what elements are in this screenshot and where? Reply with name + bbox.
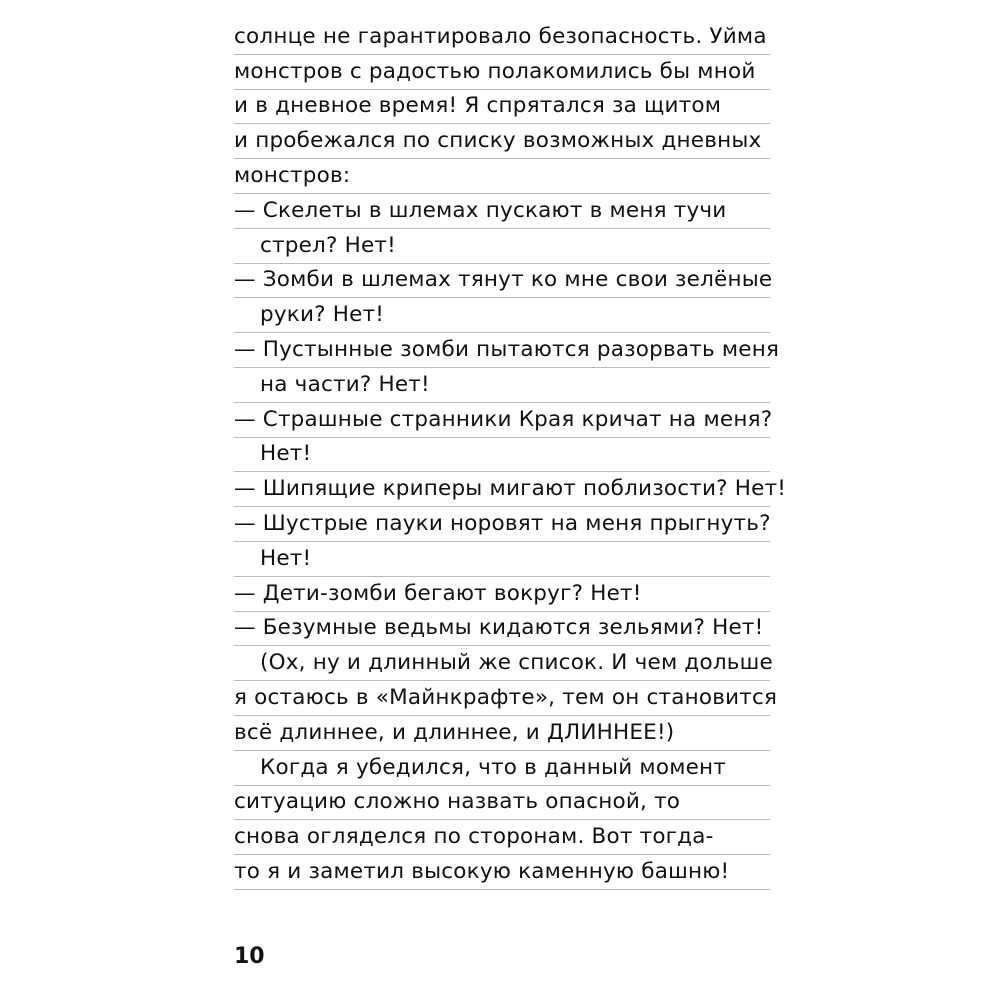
text-line-content: ситуацию сложно назвать опасной, то [234,789,681,815]
text-line [234,751,770,786]
text-line [234,507,770,542]
text-line-content: Нет! [260,545,312,571]
text-line-content: то я и заметил высокую каменную башню! [234,858,730,884]
text-line-content: снова огляделся по сторонам. Вот тогда- [234,824,714,850]
text-line-content: — Страшные странники Края кричат на меня? [234,406,773,432]
text-line [234,194,770,229]
text-line-content: монстров: [234,162,351,188]
text-line-content: монстров с радостью полакомились бы мной [234,58,756,84]
text-line-content: Нет! [260,441,312,467]
text-line [234,20,770,55]
text-line [234,681,778,716]
text-line [234,159,770,194]
text-line-content: Когда я убедился, что в данный момент [260,754,727,780]
page-number: 10 [234,944,265,969]
text-line [234,264,773,299]
text-line [234,229,770,264]
text-line [234,820,770,855]
text-line-content: солнце не гарантировало безопасность. Уйма [234,23,767,49]
text-line-content: (Ох, ну и длинный же список. И чем дольше [260,650,773,676]
text-line [234,716,770,751]
text-line [234,55,770,90]
text-line [234,472,787,507]
text-line-content: стрел? Нет! [260,232,396,258]
text-line-content: — Шустрые пауки норовят на меня прыгнуть? [234,510,771,536]
text-line [234,333,780,368]
text-line-content: на части? Нет! [260,371,430,397]
text-line [234,646,773,681]
text-line [234,368,770,403]
text-line-content: — Дети-зомби бегают вокруг? Нет! [234,580,642,606]
text-line-content: я остаюсь в «Майнкрафте», тем он становится [234,684,778,710]
text-line-content: и в дневное время! Я спрятался за щитом [234,93,722,119]
text-line-content: — Скелеты в шлемах пускают в меня тучи [234,197,727,223]
text-line [234,124,770,159]
text-line-content: и пробежался по списку возможных дневных [234,128,762,154]
text-line [234,577,770,612]
text-line [234,612,770,647]
text-line [234,403,773,438]
text-line-content: всё длиннее, и длиннее, и ДЛИННЕЕ!) [234,719,675,745]
text-line [234,90,770,125]
text-line [234,786,770,821]
text-line [234,542,770,577]
text-line [234,855,770,890]
text-line-content: — Безумные ведьмы кидаются зельями? Нет! [234,615,764,641]
text-line-content: — Зомби в шлемах тянут ко мне свои зелёные [234,267,773,293]
text-line [234,438,770,473]
text-line-content: — Шипящие криперы мигают поблизости? Нет! [234,476,787,502]
text-line [234,298,770,333]
lined-text-body [234,20,787,890]
text-line-content: — Пустынные зомби пытаются разорвать меня [234,336,780,362]
text-line-content: руки? Нет! [260,302,385,328]
